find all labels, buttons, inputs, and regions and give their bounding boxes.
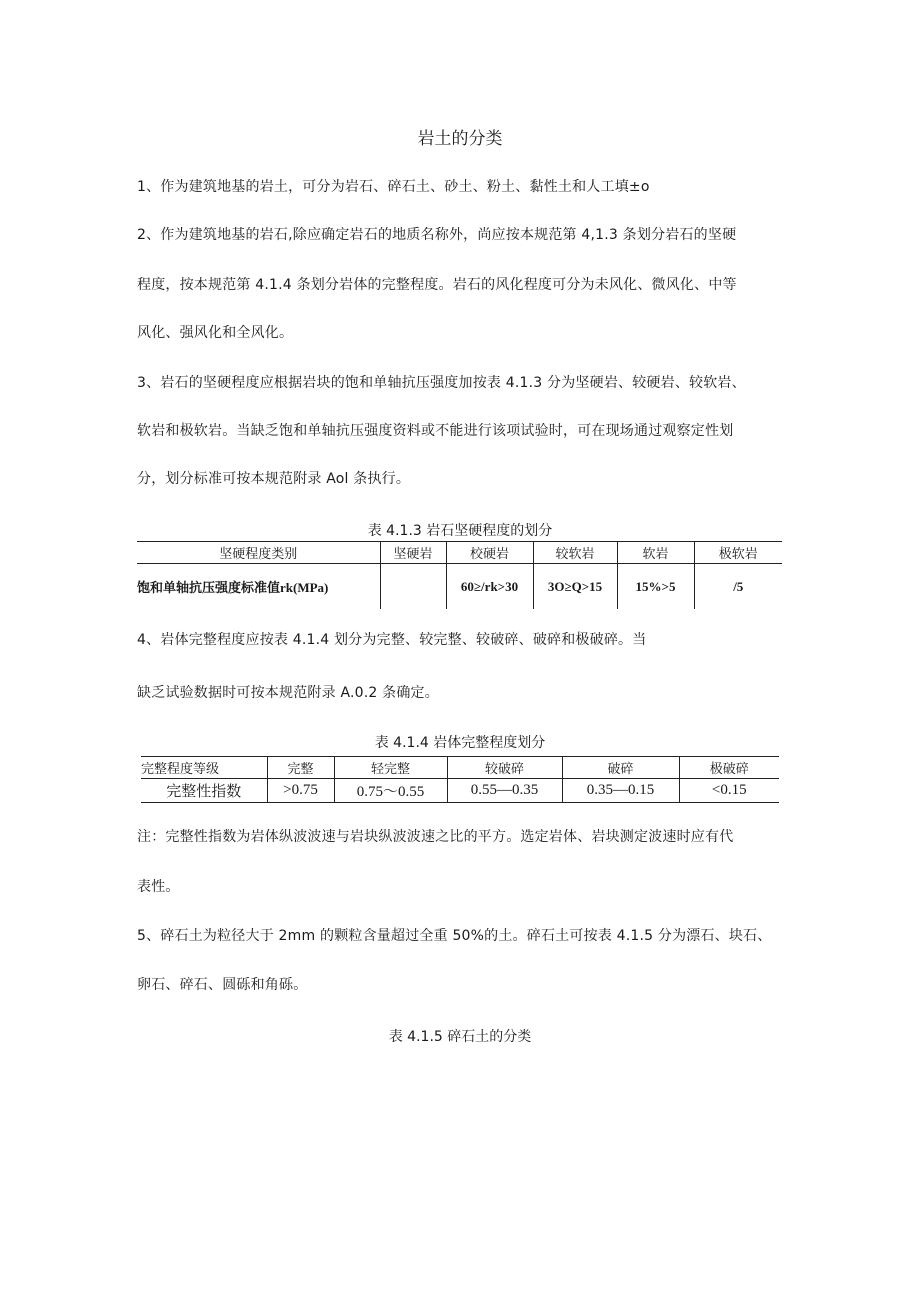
table-cell: 60≥/rk>30	[446, 564, 533, 610]
table-cell: /5	[694, 564, 782, 610]
header-cell: 完整程度等级	[141, 757, 267, 779]
paragraph-1: 1、作为建筑地基的岩土，可分为岩石、碎石土、砂土、粉土、黏性土和人工填±o	[137, 179, 650, 195]
header-cell: 极软岩	[694, 542, 782, 564]
header-cell: 完整	[267, 757, 334, 779]
table-header-row	[137, 542, 782, 564]
header-cell: 较破碎	[447, 757, 562, 779]
table-cell: 0.55—0.35	[447, 779, 562, 803]
table-414	[141, 756, 779, 803]
table-413	[137, 541, 782, 609]
note-line-2: 表性。	[137, 879, 180, 895]
table-cell: 15%>5	[617, 564, 694, 610]
paragraph-4-line-1: 4、岩体完整程度应按表 4.1.4 划分为完整、较完整、较破碎、破碎和极破碎。当	[137, 632, 647, 648]
paragraph-2-line-2: 程度，按本规范第 4.1.4 条划分岩体的完整程度。岩石的风化程度可分为未风化、微风化、中等	[137, 277, 737, 293]
paragraph-5-line-2: 卵石、碎石、圆砾和角砾。	[137, 977, 308, 993]
header-cell: 较软岩	[533, 542, 617, 564]
table-cell: >0.75	[267, 779, 334, 803]
header-cell: 极破碎	[679, 757, 779, 779]
paragraph-3-line-1: 3、岩石的坚硬程度应根据岩块的饱和单轴抗压强度加按表 4.1.3 分为坚硬岩、较硬岩、较软岩、	[137, 375, 746, 391]
paragraph-2-line-3: 风化、强风化和全风化。	[137, 325, 294, 341]
paragraph-2-line-1: 2、作为建筑地基的岩石,除应确定岩石的地质名称外，尚应按本规范第 4,1.3 条划分岩石的坚硬	[137, 227, 737, 243]
table-cell: 0.75～0.55	[334, 779, 447, 803]
table-row	[137, 564, 782, 610]
table-413-caption: 表 4.1.3 岩石坚硬程度的划分	[367, 523, 553, 539]
table-cell: 饱和单轴抗压强度标准值rk(MPa)	[137, 580, 329, 595]
table-header-row	[141, 757, 779, 779]
header-cell: 软岩	[617, 542, 694, 564]
table-cell: 完整性指数	[141, 779, 267, 803]
table-415-caption: 表 4.1.5 碎石土的分类	[388, 1029, 532, 1045]
header-cell: 校硬岩	[446, 542, 533, 564]
table-cell: <0.15	[679, 779, 779, 803]
table-414-caption: 表 4.1.4 岩体完整程度划分	[374, 735, 546, 751]
header-cell: 轻完整	[334, 757, 447, 779]
paragraph-3-line-3: 分，划分标准可按本规范附录 Aol 条执行。	[137, 471, 411, 487]
header-cell: 破碎	[562, 757, 679, 779]
note-line-1: 注：完整性指数为岩体纵波波速与岩块纵波波速之比的平方。选定岩体、岩块测定波速时应有代	[137, 829, 734, 845]
table-cell	[380, 564, 446, 610]
paragraph-5-line-1: 5、碎石土为粒径大于 2mm 的颗粒含量超过全重 50%的土。碎石土可按表 4.1.5 分为漂石、块石、	[137, 928, 772, 944]
header-cell: 坚硬岩	[380, 542, 446, 564]
table-cell: 3O≥Q>15	[533, 564, 617, 610]
page-title: 岩土的分类	[417, 129, 503, 149]
table-row	[141, 779, 779, 803]
paragraph-3-line-2: 软岩和极软岩。当缺乏饱和单轴抗压强度资料或不能进行该项试验时，可在现场通过观察定性划	[137, 423, 734, 439]
table-cell: 0.35—0.15	[562, 779, 679, 803]
header-cell: 坚硬程度类别	[137, 542, 380, 564]
paragraph-4-line-2: 缺乏试验数据时可按本规范附录 A.0.2 条确定。	[137, 685, 439, 701]
